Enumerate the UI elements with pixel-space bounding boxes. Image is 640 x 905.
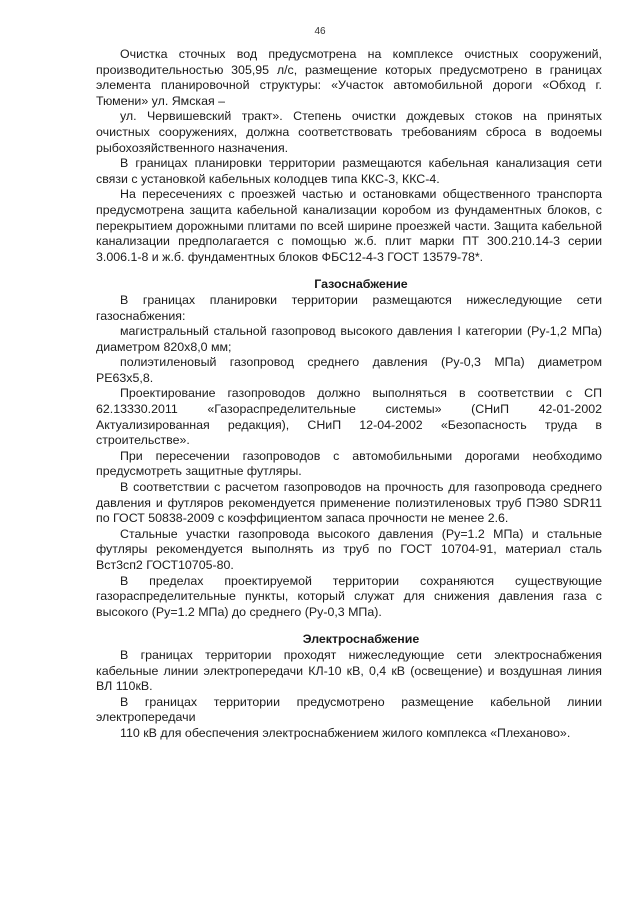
section-heading: Электроснабжение (302, 632, 420, 647)
paragraph: Очистка сточных вод предусмотрена на комплексе очистных сооружений, производительностью 305,95 л/с, размещение которых предусмотрено в границах элемента планировочной структуры: «Участок автомобильной дороги «Обход г. Тюмени» ул. Ямская – (96, 47, 602, 108)
paragraph: На пересечениях с проезжей частью и остановками общественного транспорта предусмотрена защита кабельной канализации коробом из фундаментных блоков, с перекрытием дорожными плитами по всей ширине проезжей части. Защита кабельной канализации предполагается с помощью ж.б. плит марки ПТ 300.210.14-3 серии 3.006.1-8 и ж.б. фундаментных блоков ФБС12-4-3 ГОСТ 13579-78*. (96, 187, 602, 264)
paragraph: В границах территории предусмотрено размещение кабельной линии электропередачи (96, 694, 602, 725)
paragraph: В пределах проектируемой территории сохраняются существующие газораспределительные пункты, который служат для снижения давления газа с высокого (Ру=1.2 МПа) до среднего (Ру-0,3 МПа). (96, 573, 602, 619)
gas-section (96, 277, 602, 620)
paragraph: полиэтиленовый газопровод среднего давления (Ру-0,3 МПа) диаметром РЕ63х5,8. (96, 355, 602, 385)
paragraph: Проектирование газопроводов должно выполняться в соответствии с СП 62.13330.2011 «Газораспределительные системы» (СНиП 42-01-2002 Актуализированная редакция), СНиП 12-04-2002 «Безопасность труда в строительстве». (96, 386, 602, 448)
section-heading: Газоснабжение (314, 277, 408, 292)
paragraph: ул. Червишевский тракт». Степень очистки дождевых стоков на принятых очистных сооружениях, должна соответствовать требованиям сброса в водоемы рыбохозяйственного назначения. (96, 109, 602, 155)
paragraph: При пересечении газопроводов с автомобильными дорогами необходимо предусмотреть защитные футляры. (96, 448, 602, 479)
paragraph: В границах территории проходят нижеследующие сети электроснабжения кабельные линии электропередачи КЛ-10 кВ, 0,4 кВ (освещение) и воздушная линия ВЛ 110кВ. (96, 647, 602, 694)
paragraph: В границах планировки территории размещаются кабельная канализация сети связи с установкой кабельных колодцев типа ККС-3, ККС-4. (96, 156, 602, 186)
paragraph: Стальные участки газопровода высокого давления (Ру=1.2 МПа) и стальные футляры рекомендуется выполнять из труб по ГОСТ 10704-91, материал сталь Вст3сп2 ГОСТ10705-80. (96, 526, 602, 572)
paragraph: В границах планировки территории размещаются нижеследующие сети газоснабжения: (96, 292, 602, 323)
sewer-section (96, 47, 602, 265)
page-body (96, 47, 602, 742)
paragraph: В соответствии с расчетом газопроводов на прочность для газопровода среднего давления и футляров рекомендуется применение полиэтиленовых труб ПЭ80 SDR11 по ГОСТ 50838-2009 с коэффициентом запаса прочности не менее 2.6. (96, 480, 602, 526)
page-number: 46 (314, 26, 326, 37)
paragraph: магистральный стальной газопровод высокого давления I категории (Ру-1,2 МПа) диаметром 820х8,0 мм; (96, 324, 602, 354)
power-section (96, 632, 602, 741)
paragraph: 110 кВ для обеспечения электроснабжением жилого комплекса «Плехановo». (120, 725, 571, 740)
